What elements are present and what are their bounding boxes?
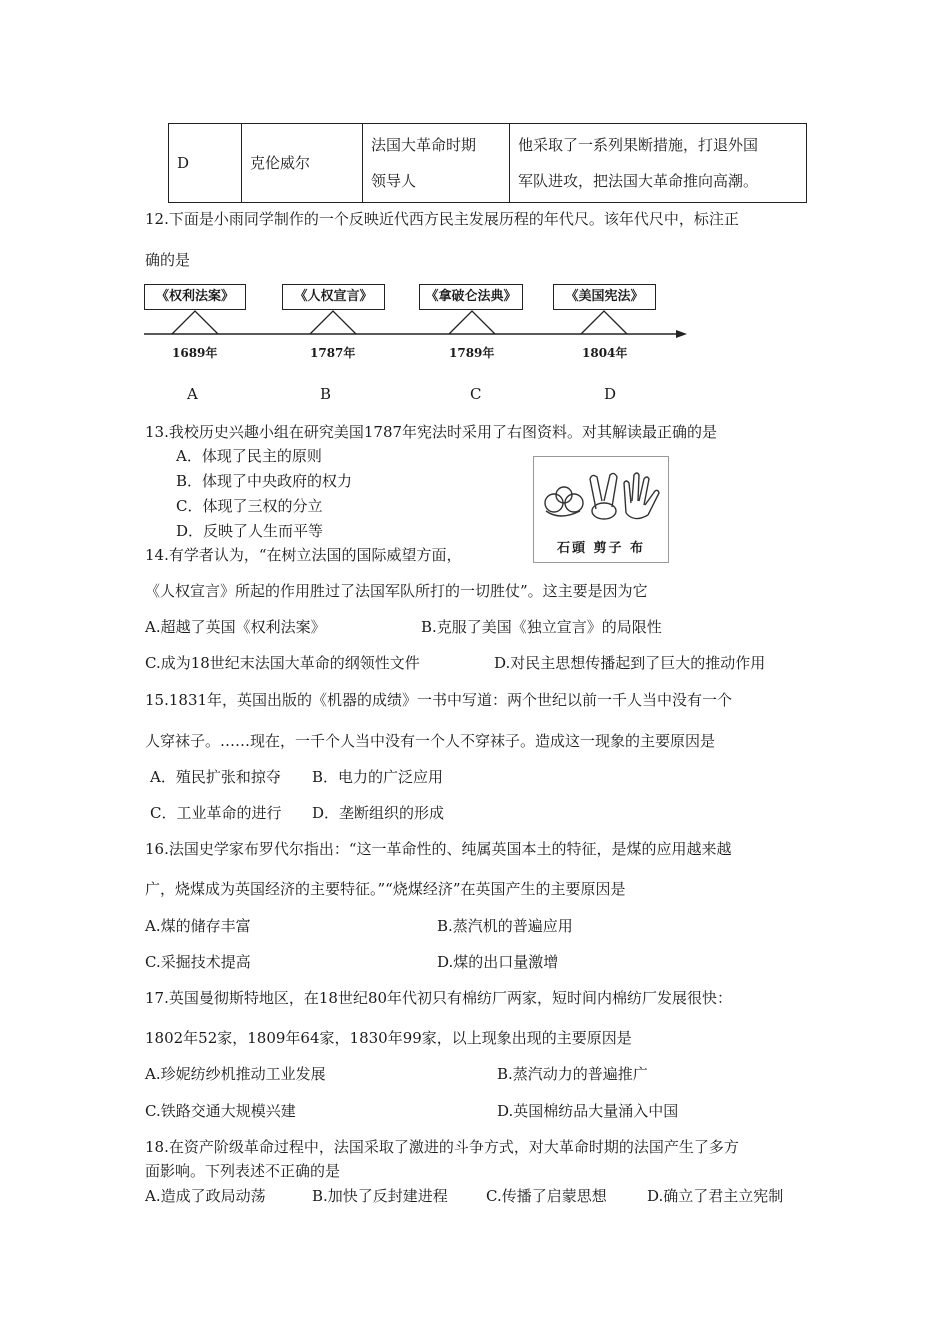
table-cell-description-line2: 军队进攻，把法国大革命推向高潮。 bbox=[518, 172, 759, 190]
table-cell-person: 克伦威尔 bbox=[242, 124, 363, 203]
q15-option-c: C．工业革命的进行 bbox=[150, 804, 282, 822]
timeline-axis bbox=[140, 305, 700, 345]
hands-illustration bbox=[534, 457, 668, 537]
q15-option-d: D．垄断组织的形成 bbox=[312, 804, 445, 822]
q12-stem-line2: 确的是 bbox=[145, 251, 191, 269]
q17-option-b: B.蒸汽动力的普遍推广 bbox=[497, 1065, 648, 1083]
q14-option-b: B.克服了美国《独立宣言》的局限性 bbox=[421, 618, 662, 636]
question-11-table bbox=[168, 123, 807, 203]
q18-option-c: C.传播了启蒙思想 bbox=[486, 1187, 607, 1205]
q12-stem-line1: 12.下面是小雨同学制作的一个反映近代西方民主发展历程的年代尺。该年代尺中，标注正 bbox=[145, 210, 739, 228]
q14-stem-line1: 14.有学者认为，“在树立法国的国际威望方面， bbox=[145, 546, 462, 564]
rock-paper-scissors-image bbox=[533, 456, 669, 563]
timeline-option-a: A bbox=[187, 385, 198, 403]
q14-option-d: D.对民主思想传播起到了巨大的推动作用 bbox=[494, 654, 766, 672]
timeline-box-bill-of-rights: 《权利法案》 bbox=[144, 284, 246, 310]
table-cell-role-line1: 法国大革命时期 bbox=[371, 136, 477, 154]
q17-option-a: A.珍妮纺纱机推动工业发展 bbox=[145, 1065, 326, 1083]
q16-option-a: A.煤的储存丰富 bbox=[145, 917, 251, 935]
q13-stem: 13.我校历史兴趣小组在研究美国1787年宪法时采用了右图资料。对其解读最正确的是 bbox=[145, 423, 718, 441]
table-cell-role-line2: 领导人 bbox=[371, 172, 417, 190]
q16-stem-line1: 16.法国史学家布罗代尔指出：“这一革命性的、纯属英国本土的特征，是煤的应用越来越 bbox=[145, 840, 732, 858]
q13-option-b: B．体现了中央政府的权力 bbox=[176, 472, 353, 490]
timeline-year-a: 1689年 bbox=[172, 346, 218, 360]
timeline-box-declaration-of-rights: 《人权宣言》 bbox=[282, 284, 385, 310]
q18-stem-line2: 面影响。下列表述不正确的是 bbox=[145, 1162, 341, 1180]
q18-option-b: B.加快了反封建进程 bbox=[312, 1187, 448, 1205]
q15-stem-line2: 人穿袜子。……现在，一千个人当中没有一个人不穿袜子。造成这一现象的主要原因是 bbox=[145, 732, 716, 750]
q16-option-d: D.煤的出口量激增 bbox=[437, 953, 559, 971]
timeline-option-b: B bbox=[320, 385, 332, 403]
timeline-year-b: 1787年 bbox=[310, 346, 356, 360]
table-cell-role bbox=[363, 124, 510, 203]
q15-stem-line1: 15.1831年，英国出版的《机器的成绩》一书中写道：两个世纪以前一千人当中没有一个 bbox=[145, 691, 733, 709]
q13-option-c: C．体现了三权的分立 bbox=[176, 497, 323, 515]
timeline-option-d: D bbox=[604, 385, 617, 403]
timeline-box-us-constitution: 《美国宪法》 bbox=[553, 284, 656, 310]
timeline-option-c: C bbox=[470, 385, 482, 403]
table-row bbox=[169, 124, 807, 203]
q13-option-d: D．反映了人生而平等 bbox=[176, 522, 324, 540]
rock-paper-scissors-caption: 石頭 剪子 布 bbox=[556, 541, 646, 556]
q15-option-b: B．电力的广泛应用 bbox=[312, 768, 444, 786]
q14-option-c: C.成为18世纪末法国大革命的纲领性文件 bbox=[145, 654, 420, 672]
q14-stem-line2: 《人权宣言》所起的作用胜过了法国军队所打的一切胜仗”。这主要是因为它 bbox=[145, 582, 648, 600]
q18-option-d: D.确立了君主立宪制 bbox=[647, 1187, 784, 1205]
q18-option-a: A.造成了政局动荡 bbox=[145, 1187, 266, 1205]
q17-stem-line1: 17.英国曼彻斯特地区，在18世纪80年代初只有棉纺厂两家，短时间内棉纺厂发展很快： bbox=[145, 989, 733, 1007]
q16-option-c: C.采掘技术提高 bbox=[145, 953, 251, 971]
table-cell-description bbox=[510, 124, 807, 203]
q16-option-b: B.蒸汽机的普遍应用 bbox=[437, 917, 573, 935]
q17-option-c: C.铁路交通大规模兴建 bbox=[145, 1102, 296, 1120]
timeline-year-c: 1789年 bbox=[449, 346, 495, 360]
q13-option-a: A．体现了民主的原则 bbox=[176, 447, 322, 465]
table-cell-description-line1: 他采取了一系列果断措施，打退外国 bbox=[518, 136, 759, 154]
q18-stem-line1: 18.在资产阶级革命过程中，法国采取了激进的斗争方式，对大革命时期的法国产生了多方 bbox=[145, 1138, 739, 1156]
q17-stem-line2: 1802年52家，1809年64家，1830年99家，以上现象出现的主要原因是 bbox=[145, 1029, 632, 1047]
table-cell-option: D bbox=[169, 124, 242, 203]
q15-option-a: A．殖民扩张和掠夺 bbox=[150, 768, 281, 786]
timeline-box-napoleonic-code: 《拿破仑法典》 bbox=[419, 284, 523, 310]
q14-option-a: A.超越了英国《权利法案》 bbox=[145, 618, 326, 636]
q16-stem-line2: 广，烧煤成为英国经济的主要特征。”“烧煤经济”在英国产生的主要原因是 bbox=[145, 880, 626, 898]
q17-option-d: D.英国棉纺品大量涌入中国 bbox=[497, 1102, 679, 1120]
timeline-year-d: 1804年 bbox=[582, 346, 628, 360]
